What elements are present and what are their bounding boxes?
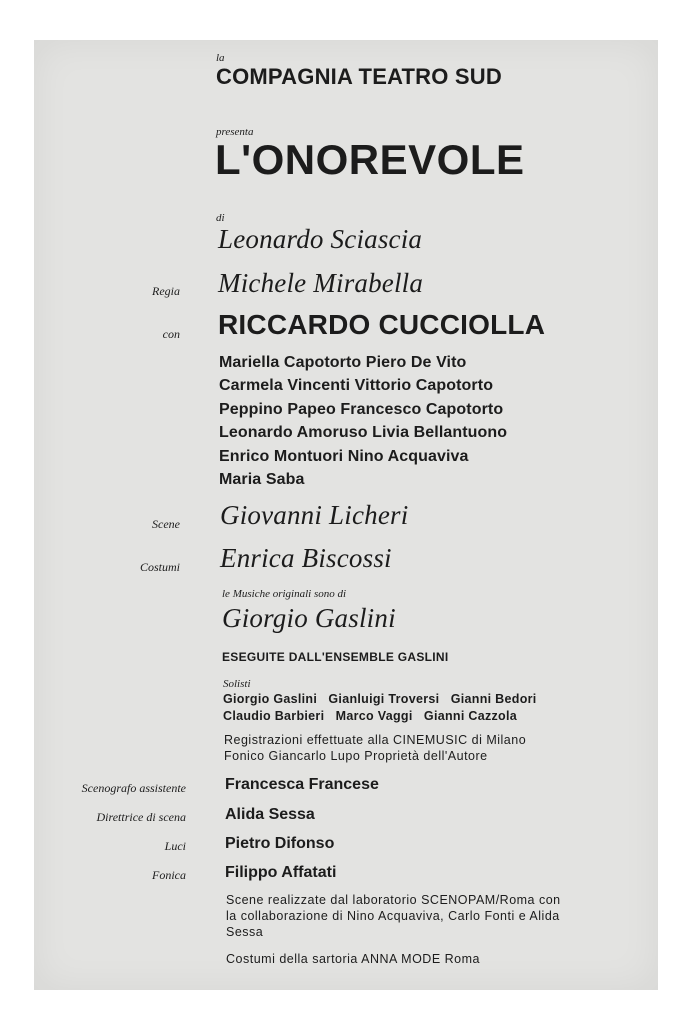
cast-line: Mariella Capotorto Piero De Vito <box>219 354 467 371</box>
la-text: la <box>216 52 225 64</box>
di-text: di <box>216 212 225 224</box>
crew-label: Direttrice di scena <box>96 810 186 824</box>
cast-line: Leonardo Amoruso Livia Bellantuono <box>219 424 508 441</box>
costumi-label: Costumi <box>139 560 180 574</box>
regia-label: Regia <box>152 284 180 298</box>
company-name: COMPAGNIA TEATRO SUD <box>216 64 502 89</box>
lead-actor: RICCARDO CUCCIOLLA <box>218 309 546 340</box>
soloists-line: Claudio Barbieri Marco Vaggi Gianni Cazzola <box>223 709 518 723</box>
costumes-line: Costumi della sartoria ANNA MODE Roma <box>226 952 480 966</box>
crew-name: Francesca Francese <box>225 776 379 793</box>
scene-label: Scene <box>152 517 180 531</box>
crew-name: Pietro Difonso <box>225 835 335 852</box>
author-name: Leonardo Sciascia <box>218 224 423 254</box>
crew-label: Fonica <box>152 868 186 882</box>
play-title: L'ONOREVOLE <box>215 136 525 183</box>
recording-line: Registrazioni effettuate alla CINEMUSIC di Milano <box>224 733 527 747</box>
crew-name: Alida Sessa <box>225 806 315 823</box>
lab-line: la collaborazione di Nino Acquaviva, Carlo Fonti e Alida <box>226 909 560 923</box>
ensemble-text: ESEGUITE DALL'ENSEMBLE GASLINI <box>222 650 449 664</box>
recording-line: Fonico Giancarlo Lupo Proprietà dell'Autore <box>224 749 488 763</box>
soloists-line: Giorgio Gaslini Gianluigi Troversi Gianni Bedori <box>223 692 537 706</box>
crew-label: Luci <box>164 839 186 853</box>
cast-line: Carmela Vincenti Vittorio Capotorto <box>219 377 494 394</box>
cast-line: Maria Saba <box>219 471 305 488</box>
costume-designer-name: Enrica Biscossi <box>220 543 392 573</box>
lab-line: Sessa <box>226 925 264 939</box>
soloists-label: Solisti <box>223 678 251 690</box>
director-name: Michele Mirabella <box>218 268 424 298</box>
composer-name: Giorgio Gaslini <box>222 603 396 633</box>
cast-line: Peppino Papeo Francesco Capotorto <box>219 401 504 418</box>
music-intro: le Musiche originali sono di <box>222 588 347 600</box>
crew-name: Filippo Affatati <box>225 864 337 881</box>
lab-line: Scene realizzate dal laboratorio SCENOPAM/Roma con <box>226 893 561 907</box>
presenta-text: presenta <box>216 126 254 138</box>
set-designer-name: Giovanni Licheri <box>220 500 409 530</box>
crew-label: Scenografo assistente <box>81 781 186 795</box>
cast-line: Enrico Montuori Nino Acquaviva <box>219 448 469 465</box>
con-label: con <box>162 327 180 341</box>
